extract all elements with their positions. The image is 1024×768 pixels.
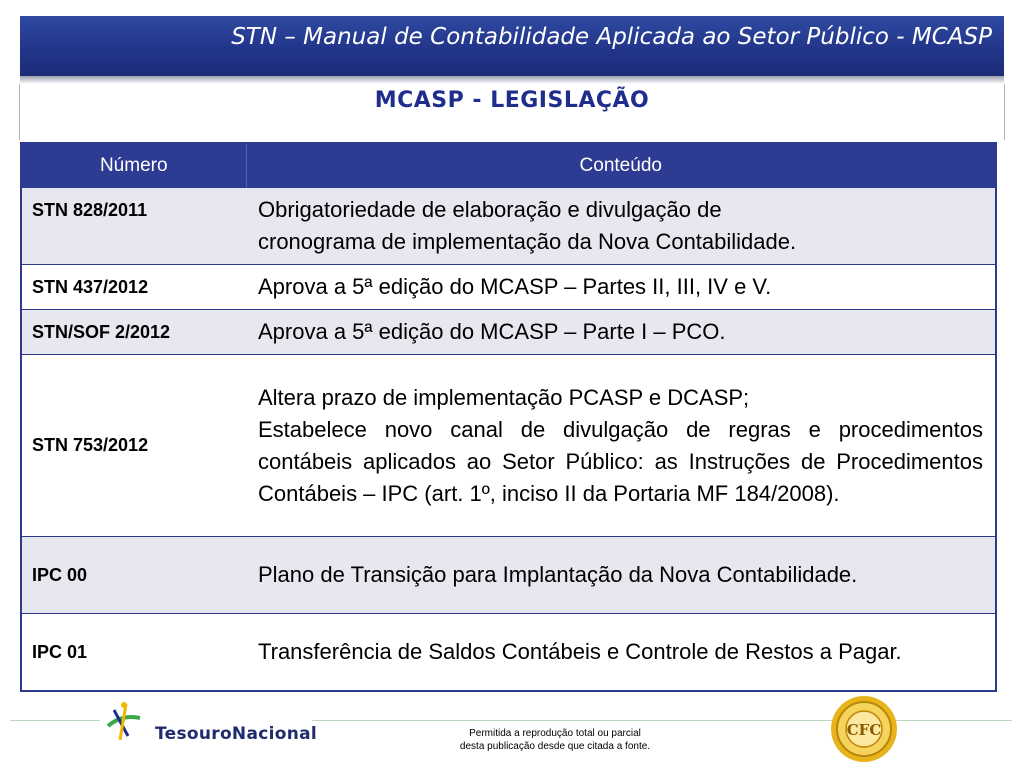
cfc-seal-label: CFC — [846, 721, 882, 739]
row-conteudo — [246, 537, 996, 614]
row-conteudo — [246, 355, 996, 537]
column-header-conteudo: Conteúdo — [246, 143, 996, 188]
footer-divider-left — [10, 720, 104, 721]
header-shadow — [20, 76, 1004, 84]
row-conteudo-line: Aprova a 5ª edição do MCASP – Parte I – PCO. — [258, 319, 726, 344]
table-row — [21, 537, 996, 614]
row-numero: STN 828/2011 — [21, 188, 246, 265]
row-conteudo — [246, 614, 996, 692]
table-row — [21, 265, 996, 310]
table-row — [21, 355, 996, 537]
footer-note — [420, 727, 690, 753]
row-conteudo-line: Aprova a 5ª edição do MCASP – Partes II, III, IV e V. — [258, 274, 772, 299]
row-conteudo-line: cronograma de implementação da Nova Contabilidade. — [258, 229, 797, 254]
table-row — [21, 310, 996, 355]
row-conteudo-line: Estabelece novo canal de divulgação de regras e procedimentos contábeis aplicados ao Setor Público: as Instruções de Procedimentos Contábeis – IPC (art. 1º, inciso II da Portaria MF 184/2008). — [258, 416, 983, 506]
tesouro-nacional-logo-text: TesouroNacional — [155, 724, 318, 744]
row-conteudo — [246, 265, 996, 310]
footer-note-line: Permitida a reprodução total ou parcial — [469, 728, 641, 739]
row-conteudo-line: Obrigatoriedade de elaboração e divulgação de — [258, 197, 722, 222]
table-row — [21, 188, 996, 265]
row-conteudo-line: Transferência de Saldos Contábeis e Controle de Restos a Pagar. — [258, 639, 902, 664]
row-conteudo — [246, 310, 996, 355]
legislation-table — [20, 142, 997, 692]
header-bar — [20, 16, 1004, 76]
column-header-numero: Número — [21, 143, 246, 188]
row-conteudo-line: Altera prazo de implementação PCASP e DCASP; — [258, 384, 750, 410]
page-title: MCASP - LEGISLAÇÃO — [374, 88, 650, 113]
row-numero: STN/SOF 2/2012 — [21, 310, 246, 355]
footer-divider-right — [312, 720, 1012, 721]
row-numero: STN 753/2012 — [21, 355, 246, 537]
header-title: STN – Manual de Contabilidade Aplicada ao Setor Público - MCASP — [231, 24, 992, 50]
table-row — [21, 614, 996, 692]
row-conteudo — [246, 188, 996, 265]
row-numero: IPC 00 — [21, 537, 246, 614]
cfc-seal-icon — [828, 693, 900, 765]
row-numero: IPC 01 — [21, 614, 246, 692]
row-numero: STN 437/2012 — [21, 265, 246, 310]
table-header-row — [21, 143, 996, 188]
row-conteudo-line: Plano de Transição para Implantação da Nova Contabilidade. — [258, 562, 858, 587]
footer-note-line: desta publicação desde que citada a fonte. — [459, 741, 651, 752]
